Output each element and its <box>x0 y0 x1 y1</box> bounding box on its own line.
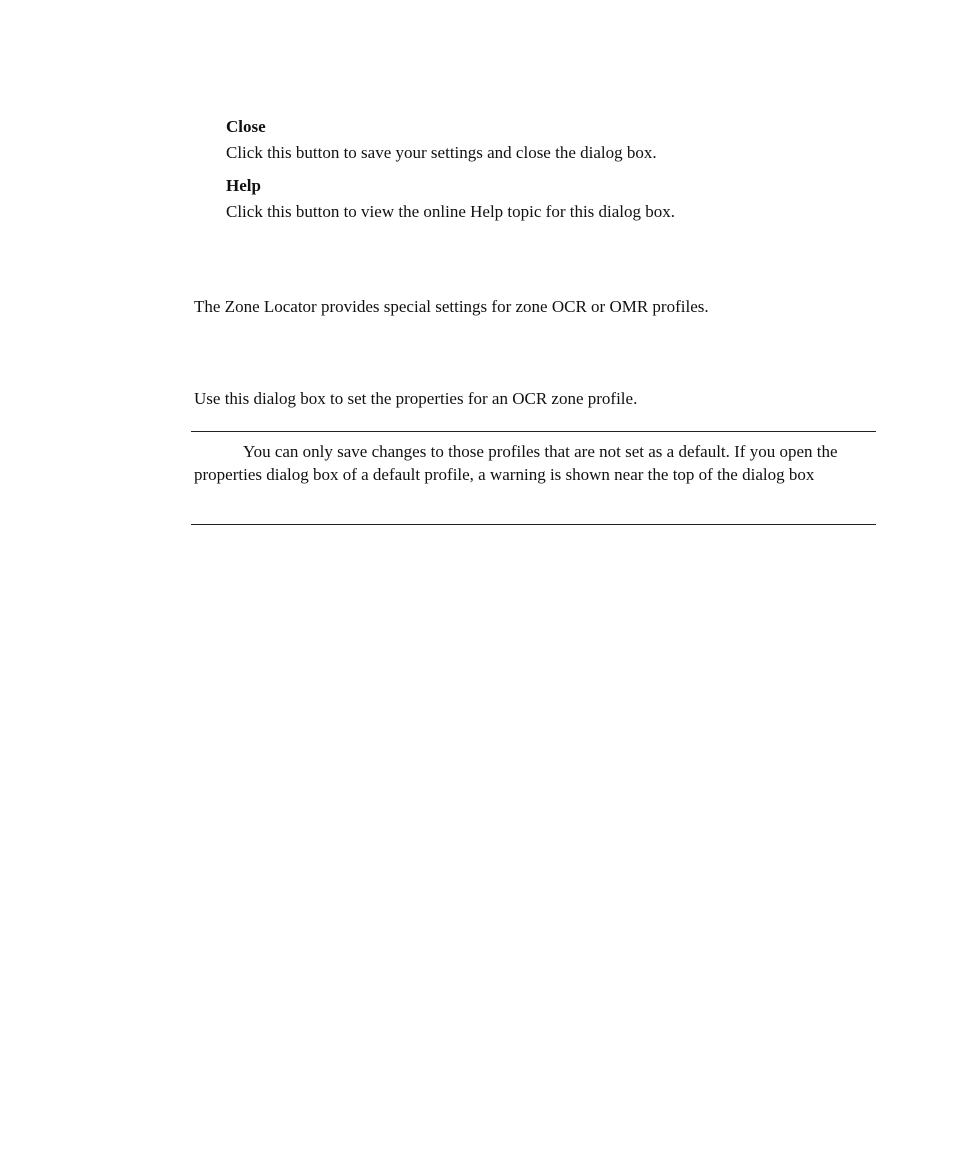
note-top-rule <box>191 431 876 432</box>
note-bottom-rule <box>191 524 876 525</box>
help-description: Click this button to view the online Help topic for this dialog box. <box>226 202 676 221</box>
note-paragraph: You can only save changes to those profiles that are not set as a default. If you open the properties dialog box of a default profile, a warning is shown near the top of the dialog box <box>194 442 838 484</box>
close-term: Close <box>226 117 266 136</box>
zone-locator-paragraph: The Zone Locator provides special settings for zone OCR or OMR profiles. <box>194 297 709 316</box>
ocr-intro-paragraph: Use this dialog box to set the properties for an OCR zone profile. <box>194 389 638 408</box>
close-description: Click this button to save your settings and close the dialog box. <box>226 143 657 162</box>
help-term: Help <box>226 176 261 195</box>
